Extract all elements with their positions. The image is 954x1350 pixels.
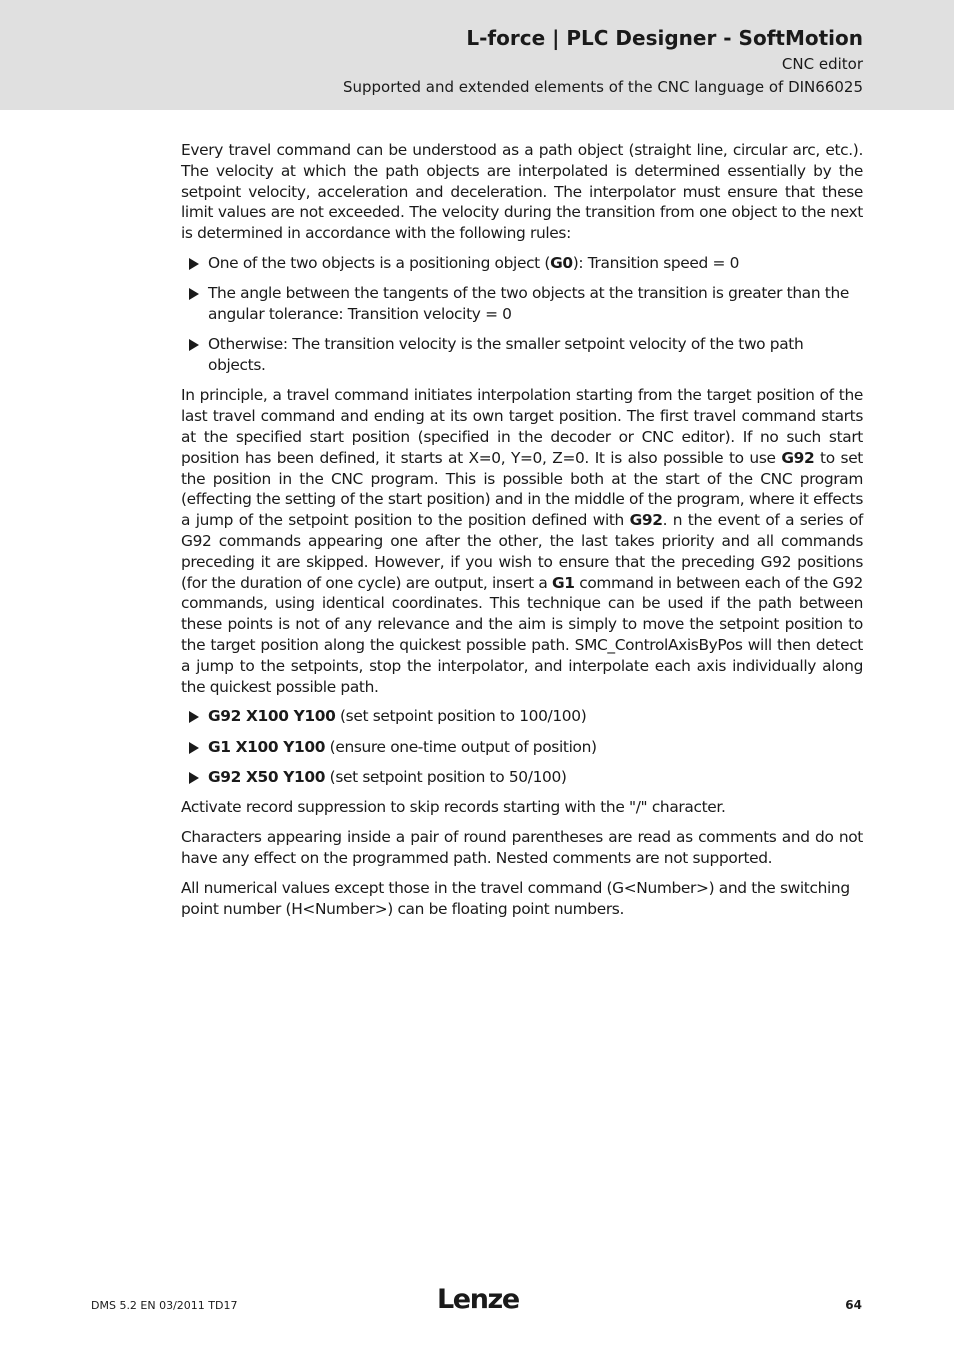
- document-title: L-force | PLC Designer - SoftMotion: [466, 26, 863, 50]
- keyword-g92: G92: [629, 511, 663, 530]
- rule-text: ): Transition speed = 0: [572, 253, 740, 272]
- list-item: [181, 253, 863, 274]
- keyword-g92: G92: [781, 448, 815, 467]
- bullet-arrow-icon: [189, 742, 199, 754]
- bullet-arrow-icon: [189, 339, 199, 351]
- example-code: G1 X100 Y100: [208, 737, 326, 756]
- chapter-title: CNC editor: [781, 55, 863, 73]
- example-code: G92 X50 Y100: [208, 768, 326, 787]
- bullet-arrow-icon: [189, 288, 199, 300]
- document-code: DMS 5.2 EN 03/2011 TD17: [91, 1299, 238, 1312]
- main-content: [181, 140, 863, 928]
- suppression-paragraph: Activate record suppression to skip records starting with the "/" character.: [181, 798, 726, 817]
- comments-paragraph: Characters appearing inside a pair of round parentheses are read as comments and do not have any effect on the programmed path. Nested comments are not supported.: [181, 828, 863, 867]
- intro-paragraph: Every travel command can be understood as a path object (straight line, circular arc, etc.). The velocity at which the path objects are interpolated is determined essentially by the setpoint velocity, acceleration and deceleration. The interpolator must ensure that these limit values are not exceeded. The velocity during the transition from one object to the next is determined in accordance with the following rules:: [181, 141, 863, 243]
- example-note: (set setpoint position to 100/100): [335, 707, 587, 726]
- example-commands-list: [181, 706, 863, 787]
- paragraph-text: to set the position in the CNC program. This is possible both at the start of the CNC program (effecting the setting of the start position) and in the middle of the program, where it effects a jump of the setpoint position to the position defined with: [181, 448, 863, 530]
- bullet-arrow-icon: [189, 772, 199, 784]
- lenze-logo: Lenze: [437, 1284, 519, 1315]
- example-note: (ensure one-time output of position): [325, 737, 597, 756]
- principle-paragraph: [181, 385, 863, 697]
- page-number: 64: [845, 1298, 862, 1312]
- rule-text: One of the two objects is a positioning object (: [208, 253, 551, 272]
- section-title: Supported and extended elements of the CNC language of DIN66025: [342, 78, 863, 96]
- list-item: [181, 737, 863, 758]
- list-item: [181, 283, 863, 325]
- paragraph-text: In principle, a travel command initiates interpolation starting from the target position of the last travel command and ending at its own target position. The first travel command starts at the specified start position (specified in the decoder or CNC editor). If no such start position has been defined, it starts at X=0, Y=0, Z=0. It is also possible to use: [181, 386, 863, 467]
- rule-text: Otherwise: The transition velocity is the smaller setpoint velocity of the two path objects.: [208, 335, 804, 375]
- numbers-paragraph: All numerical values except those in the travel command (G<Number>) and the switching point number (H<Number>) can be floating point numbers.: [181, 878, 850, 918]
- paragraph-text: command in between each of the G92 commands, using identical coordinates. This technique can be used if the path between these points is not of any relevance and the aim is simply to move the setpoint position to the target position along the quickest possible path. SMC_ControlAxisByPos will then detect a jump to the setpoints, stop the interpolator, and interpolate each axis individually along the quickest possible path.: [181, 573, 863, 696]
- transition-rules-list: [181, 253, 863, 376]
- rule-text: The angle between the tangents of the two objects at the transition is greater than the angular tolerance: Transition velocity = 0: [208, 284, 849, 324]
- page-header: [0, 0, 954, 110]
- example-note: (set setpoint position to 50/100): [325, 768, 567, 787]
- list-item: [181, 334, 863, 376]
- keyword-g1: G1: [552, 573, 575, 592]
- list-item: [181, 767, 863, 788]
- example-code: G92 X100 Y100: [208, 707, 336, 726]
- paragraph-text: . n the event of a series of G92 commands appearing one after the other, the last takes priority and all commands preceding it are skipped. However, if you wish to ensure that the preceding G92 positions (for the duration of one cycle) are output, insert a: [181, 511, 863, 592]
- list-item: [181, 706, 863, 727]
- bullet-arrow-icon: [189, 711, 199, 723]
- rule-keyword: G0: [550, 253, 573, 272]
- bullet-arrow-icon: [189, 258, 199, 270]
